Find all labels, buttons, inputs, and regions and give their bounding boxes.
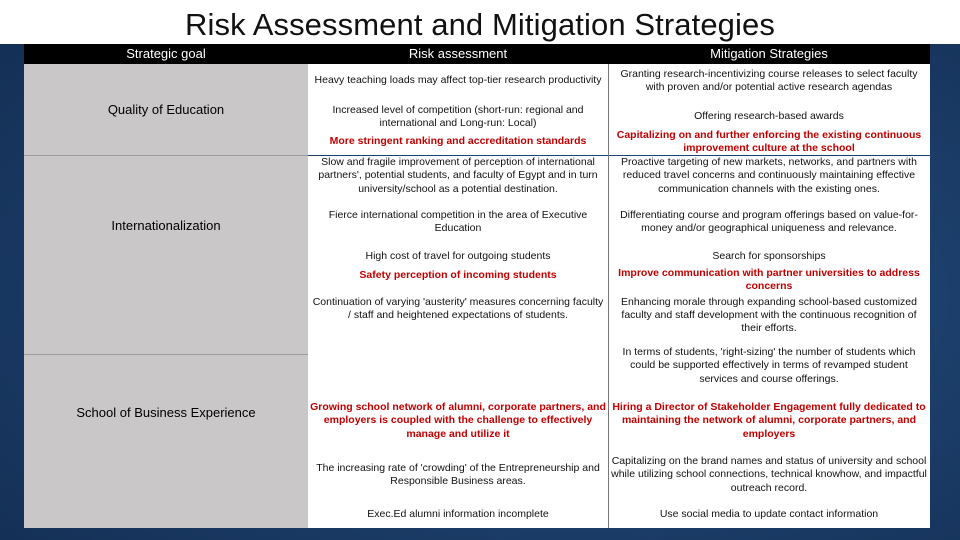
risk-cell: Exec.Ed alumni information incomplete bbox=[308, 502, 608, 528]
mitigation-cell: Offering research-based awards bbox=[608, 98, 930, 136]
mitigation-cell: Capitalizing on the brand names and status of university and school while utilizing school connections, technical knowhow, and impactful outreach record. bbox=[608, 448, 930, 502]
risk-cell-highlight: More stringent ranking and accreditation standards bbox=[308, 129, 608, 155]
mitigation-cell: Search for sponsorships bbox=[608, 248, 930, 266]
mitigation-cell-highlight: Hiring a Director of Stakeholder Engagement fully dedicated to maintaining the network of alumni, corporate partners, and employers bbox=[608, 394, 930, 448]
header-strategic-goal: Strategic goal bbox=[126, 46, 206, 61]
risk-cell: The increasing rate of 'crowding' of the Entrepreneurship and Responsible Business areas. bbox=[308, 448, 608, 502]
mitigation-cell: In terms of students, 'right-sizing' the number of students which could be supported effectively in terms of revamped student services and course offerings. bbox=[608, 338, 930, 394]
column-divider bbox=[608, 64, 609, 528]
header-risk-assessment: Risk assessment bbox=[408, 46, 508, 61]
risk-cell: Continuation of varying 'austerity' measures concerning faculty / staff and heightened expectations of students. bbox=[308, 294, 608, 338]
mitigation-cell: Differentiating course and program offerings based on value-for-money and/or geographical uniqueness and relevance. bbox=[608, 196, 930, 248]
mitigation-cell: Enhancing morale through expanding school-based customized faculty and staff development with the continuous recognition of their efforts. bbox=[608, 294, 930, 338]
mitigation-cell: Granting research-incentivizing course releases to select faculty with proven and/or potential active research agendas bbox=[608, 64, 930, 98]
mitigation-cell: Proactive targeting of new markets, networks, and partners with reduced travel concerns and continuously maintaining effective communication channels with the existing ones. bbox=[608, 156, 930, 196]
goal-divider bbox=[24, 155, 308, 156]
goal-internationalization: Internationalization bbox=[111, 218, 221, 233]
goal-school-of-business-experience: School of Business Experience bbox=[76, 405, 256, 420]
risk-cell-highlight: Safety perception of incoming students bbox=[308, 266, 608, 294]
risk-cell: Slow and fragile improvement of perception of international partners', potential students, and faculty of Egypt and in turn university/school as a potential destination. bbox=[308, 156, 608, 196]
goal-divider bbox=[24, 354, 308, 355]
goal-quality-of-education: Quality of Education bbox=[107, 102, 225, 117]
risk-cell-empty bbox=[308, 338, 608, 394]
page-title: Risk Assessment and Mitigation Strategies bbox=[185, 7, 775, 42]
mitigation-cell-highlight: Capitalizing on and further enforcing the existing continuous improvement culture at the school bbox=[608, 129, 930, 155]
risk-cell: Increased level of competition (short-run: regional and international and Long-run: Local) bbox=[308, 98, 608, 136]
risk-cell-highlight: Growing school network of alumni, corporate partners, and employers is coupled with the challenge to effectively manage and utilize it bbox=[308, 394, 608, 448]
risk-cell: Heavy teaching loads may affect top-tier research productivity bbox=[308, 64, 608, 98]
risk-table bbox=[24, 44, 930, 528]
goal-column bbox=[24, 64, 308, 528]
risk-cell: Fierce international competition in the area of Executive Education bbox=[308, 196, 608, 248]
table-header bbox=[24, 44, 930, 64]
header-mitigation-strategies: Mitigation Strategies bbox=[710, 46, 828, 61]
risk-cell: High cost of travel for outgoing students bbox=[308, 248, 608, 266]
mitigation-cell-highlight: Improve communication with partner universities to address concerns bbox=[608, 266, 930, 294]
mitigation-cell: Use social media to update contact information bbox=[608, 502, 930, 528]
